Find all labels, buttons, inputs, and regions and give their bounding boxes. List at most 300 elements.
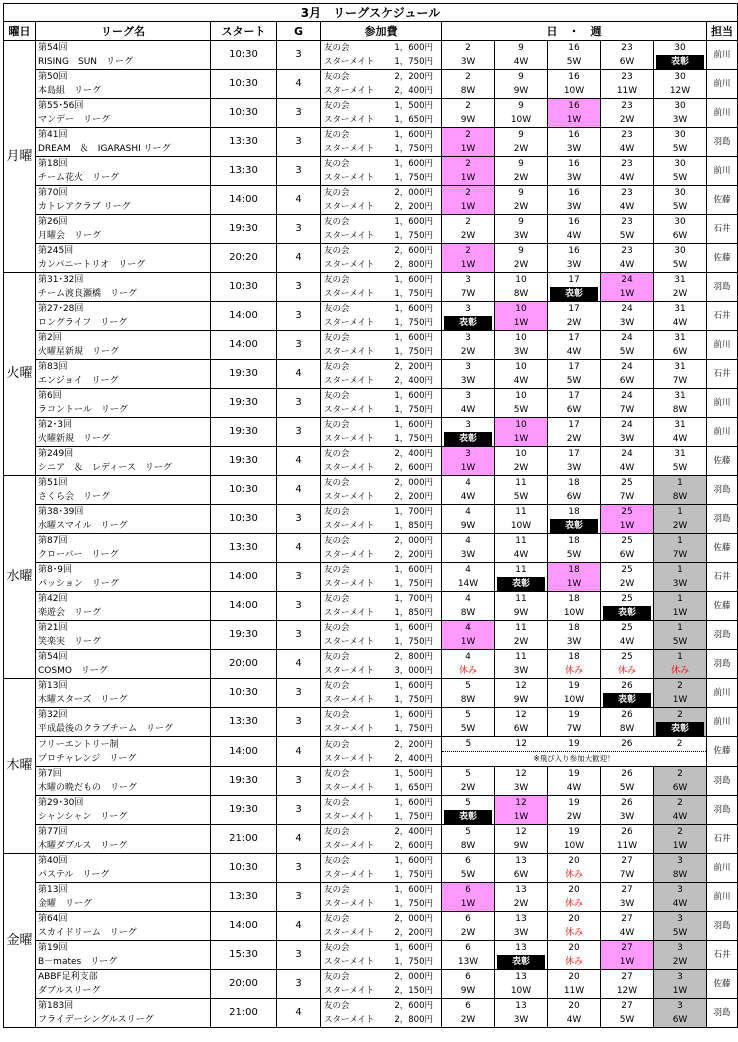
fee-amount: 1，600円	[394, 159, 433, 169]
week-value: 4W	[672, 899, 688, 909]
start-time: 13:30	[211, 708, 277, 737]
week-cell	[601, 476, 654, 505]
week-date: 20	[568, 914, 580, 924]
game-count: 3	[277, 796, 321, 825]
league-name-cell	[36, 534, 211, 563]
week-value: 4W	[619, 637, 635, 647]
fee-label: スターメイト	[324, 86, 375, 96]
fee-line	[324, 839, 441, 853]
week-value: 4W	[460, 492, 476, 502]
fee-label: スターメイト	[324, 289, 375, 299]
fee-label: スターメイト	[324, 434, 375, 444]
game-count: 4	[277, 70, 321, 99]
week-date: 25	[621, 507, 633, 517]
week-cell	[548, 505, 601, 534]
week-value: 7W	[566, 724, 582, 734]
week-cell	[548, 650, 601, 679]
week-cell	[442, 796, 495, 825]
week-cell	[601, 621, 654, 650]
week-date: 10	[515, 333, 527, 343]
fee-label: 友の会	[324, 623, 350, 633]
week-date: 26	[621, 739, 633, 749]
week-value: 12W	[669, 86, 691, 96]
week-value: 4W	[619, 463, 635, 473]
fee-line	[324, 592, 441, 606]
staff-name: 羽島	[707, 912, 738, 941]
award-badge: 表彰	[444, 432, 492, 446]
week-value: 9W	[513, 695, 529, 705]
week-cell	[495, 941, 548, 970]
week-value: 4W	[672, 318, 688, 328]
week-date: 26	[621, 681, 633, 691]
week-date: 18	[568, 478, 580, 488]
week-value: 4W	[619, 144, 635, 154]
fee-amount: 2，600円	[394, 246, 433, 256]
week-cell	[442, 708, 495, 737]
week-value: 1W	[619, 957, 635, 967]
week-value: 休み	[617, 666, 636, 676]
week-cell	[495, 621, 548, 650]
week-value: 7W	[619, 870, 635, 880]
fee-label: 友の会	[324, 565, 350, 575]
week-cell	[601, 302, 654, 331]
week-value: 3W	[566, 144, 582, 154]
week-cell	[601, 70, 654, 99]
week-cell	[601, 360, 654, 389]
week-date: 9	[518, 159, 524, 169]
league-name: シャンシャン リーグ	[38, 812, 128, 822]
week-value: 5W	[619, 347, 635, 357]
game-count: 4	[277, 737, 321, 767]
fee-label: 友の会	[324, 478, 350, 488]
day-label: 水曜	[4, 476, 36, 679]
week-value: 6W	[619, 550, 635, 560]
week-date: 24	[621, 362, 633, 372]
league-round: 第245回	[38, 246, 74, 256]
week-date: 18	[568, 652, 580, 662]
week-cell	[654, 302, 707, 331]
week-cell	[548, 70, 601, 99]
week-value: 2W	[619, 115, 635, 125]
league-name-cell	[36, 360, 211, 389]
week-cell	[495, 476, 548, 505]
game-count: 3	[277, 970, 321, 999]
fee-amount: 1，750円	[394, 870, 433, 880]
week-value: 5W	[619, 783, 635, 793]
week-value: 7W	[460, 289, 476, 299]
week-date: 18	[568, 623, 580, 633]
week-value: 8W	[619, 724, 635, 734]
fee-amount: 2，400円	[394, 376, 433, 386]
week-date: 10	[515, 420, 527, 430]
game-count: 3	[277, 99, 321, 128]
award-badge: 表彰	[656, 722, 704, 736]
week-value: 1W	[566, 579, 582, 589]
fee-line	[324, 113, 441, 127]
week-date: 17	[568, 362, 580, 372]
week-date: 23	[621, 43, 633, 53]
fee-amount: 1，750円	[394, 57, 433, 67]
game-count: 3	[277, 273, 321, 302]
week-cell	[601, 796, 654, 825]
week-value: 8W	[460, 841, 476, 851]
week-date: 12	[515, 827, 527, 837]
week-cell	[654, 825, 707, 854]
week-cell	[654, 941, 707, 970]
week-cell	[654, 70, 707, 99]
week-value: 2W	[566, 434, 582, 444]
fee-cell	[321, 592, 442, 621]
fee-line	[324, 171, 441, 185]
fee-amount: 1，750円	[394, 579, 433, 589]
fee-label: スターメイト	[324, 1015, 375, 1025]
week-value: 3W	[566, 463, 582, 473]
week-date: 11	[515, 594, 527, 604]
fee-cell	[321, 679, 442, 708]
league-round: 第41回	[38, 130, 68, 140]
week-date: 20	[568, 943, 580, 953]
fee-amount: 1，750円	[394, 173, 433, 183]
week-value: 3W	[513, 1015, 529, 1025]
fee-line	[324, 99, 441, 113]
league-name: COSMO リーグ	[38, 666, 108, 676]
week-cell	[442, 621, 495, 650]
week-value: 4W	[672, 434, 688, 444]
week-date: 31	[674, 275, 686, 285]
week-value: 10W	[510, 986, 532, 996]
fee-label: スターメイト	[324, 783, 375, 793]
award-badge: 表彰	[603, 693, 651, 707]
start-time: 19:30	[211, 621, 277, 650]
fee-amount: 1，850円	[394, 521, 433, 531]
fee-amount: 2，200円	[394, 362, 433, 372]
fee-line	[324, 926, 441, 940]
week-date: 4	[465, 565, 471, 575]
league-name: 本島組 リーグ	[38, 86, 102, 96]
week-value: 5W	[672, 202, 688, 212]
league-row	[4, 215, 738, 244]
week-value: 1W	[513, 318, 529, 328]
week-date: 23	[621, 246, 633, 256]
week-value: 4W	[619, 260, 635, 270]
week-cell	[654, 534, 707, 563]
fee-amount: 2，400円	[394, 449, 433, 459]
week-cell	[495, 273, 548, 302]
start-time: 10:30	[211, 679, 277, 708]
fee-amount: 1，500円	[394, 769, 433, 779]
fee-cell	[321, 244, 442, 273]
start-time: 10:30	[211, 476, 277, 505]
week-date: 3	[677, 1001, 683, 1011]
week-date: 16	[568, 101, 580, 111]
week-date: 13	[515, 972, 527, 982]
league-name-cell	[36, 215, 211, 244]
week-value: 6W	[513, 724, 529, 734]
league-name: 楽遊会 リーグ	[38, 608, 102, 618]
fee-amount: 2，000円	[394, 188, 433, 198]
week-value: 1W	[619, 521, 635, 531]
staff-name: 羽島	[707, 999, 738, 1028]
fee-amount: 1，600円	[394, 710, 433, 720]
fee-amount: 1，750円	[394, 434, 433, 444]
league-row	[4, 854, 738, 883]
start-time: 13:30	[211, 128, 277, 157]
week-value: 5W	[672, 637, 688, 647]
week-value: 休み	[564, 928, 583, 938]
week-cell	[654, 41, 707, 70]
fee-amount: 1，600円	[394, 943, 433, 953]
league-name: フライデーシングルスリーグ	[38, 1015, 154, 1025]
week-cell	[654, 650, 707, 679]
league-round: 第18回	[38, 159, 68, 169]
league-row	[4, 999, 738, 1028]
game-count: 3	[277, 941, 321, 970]
staff-name: 前川	[707, 854, 738, 883]
fee-label: 友の会	[324, 856, 350, 866]
league-name: 火曜新規 リーグ	[38, 434, 111, 444]
league-name: 木曜の晩だもの リーグ	[38, 783, 138, 793]
fee-line	[324, 360, 441, 374]
fee-label: スターメイト	[324, 550, 375, 560]
fee-amount: 1，600円	[394, 275, 433, 285]
week-value: 3W	[513, 783, 529, 793]
week-value: 5W	[513, 405, 529, 415]
fee-line	[324, 999, 441, 1013]
fee-line	[324, 708, 441, 722]
week-cell	[548, 476, 601, 505]
week-date: 1	[677, 623, 683, 633]
week-cell	[548, 273, 601, 302]
week-date: 25	[621, 652, 633, 662]
week-cell	[601, 999, 654, 1028]
week-value: 10W	[510, 115, 532, 125]
week-date: 19	[568, 739, 580, 749]
week-date: 11	[515, 565, 527, 575]
week-value: 5W	[619, 231, 635, 241]
week-cell	[495, 157, 548, 186]
fee-line	[324, 505, 441, 519]
start-time: 14:00	[211, 186, 277, 215]
league-name-cell	[36, 331, 211, 360]
fee-amount: 1，650円	[394, 783, 433, 793]
week-date: 27	[621, 856, 633, 866]
week-date: 3	[465, 275, 471, 285]
week-cell	[442, 99, 495, 128]
week-date: 25	[621, 623, 633, 633]
week-value: 4W	[566, 1015, 582, 1025]
week-date: 12	[515, 769, 527, 779]
fee-label: 友の会	[324, 246, 350, 256]
week-value: 4W	[619, 202, 635, 212]
fee-line	[324, 461, 441, 475]
week-date: 27	[621, 943, 633, 953]
week-value: 2W	[460, 347, 476, 357]
start-time: 10:30	[211, 273, 277, 302]
week-cell	[495, 999, 548, 1028]
week-cell	[548, 447, 601, 476]
fee-label: スターメイト	[324, 405, 375, 415]
week-value: 1W	[460, 899, 476, 909]
staff-name: 羽島	[707, 796, 738, 825]
week-value: 10W	[563, 841, 585, 851]
league-round: 第8･9回	[38, 565, 72, 575]
week-cell	[601, 157, 654, 186]
fee-line	[324, 563, 441, 577]
week-value: 5W	[672, 144, 688, 154]
week-cell	[495, 70, 548, 99]
week-date: 23	[621, 72, 633, 82]
league-row	[4, 621, 738, 650]
week-date: 3	[677, 914, 683, 924]
week-date: 20	[568, 972, 580, 982]
league-name-cell	[36, 679, 211, 708]
week-value: 3W	[566, 260, 582, 270]
week-date: 5	[465, 798, 471, 808]
league-name: ダブルスリーグ	[38, 986, 101, 996]
staff-name: 前川	[707, 157, 738, 186]
week-date: 12	[515, 710, 527, 720]
staff-name: 石井	[707, 563, 738, 592]
week-cell	[442, 999, 495, 1028]
fee-line	[324, 157, 441, 171]
league-name-cell	[36, 70, 211, 99]
week-date: 16	[568, 43, 580, 53]
game-count: 3	[277, 157, 321, 186]
league-round: 第83回	[38, 362, 68, 372]
fee-line	[324, 389, 441, 403]
fee-label: スターメイト	[324, 115, 375, 125]
fee-label: スターメイト	[324, 202, 375, 212]
start-time: 21:00	[211, 825, 277, 854]
fee-label: スターメイト	[324, 899, 375, 909]
fee-amount: 2，200円	[394, 72, 433, 82]
fee-cell	[321, 157, 442, 186]
week-value: 2W	[672, 521, 688, 531]
week-value: 3W	[619, 899, 635, 909]
league-row	[4, 679, 738, 708]
award-badge: 表彰	[497, 955, 545, 969]
week-value: 3W	[566, 173, 582, 183]
week-cell	[442, 476, 495, 505]
staff-name: 羽島	[707, 128, 738, 157]
fee-line	[324, 215, 441, 229]
league-name: 火曜星新規 リーグ	[38, 347, 120, 357]
league-row	[4, 912, 738, 941]
week-value: 3W	[672, 579, 688, 589]
league-name-cell	[36, 796, 211, 825]
fee-label: 友の会	[324, 827, 350, 837]
fee-label: スターメイト	[324, 144, 375, 154]
fee-amount: 3，000円	[394, 666, 433, 676]
week-date: 9	[518, 188, 524, 198]
league-name: B－mates リーグ	[38, 957, 118, 967]
fee-line	[324, 883, 441, 897]
fee-amount: 2，000円	[394, 972, 433, 982]
week-date: 5	[465, 827, 471, 837]
week-cell	[548, 128, 601, 157]
league-row	[4, 157, 738, 186]
week-date: 13	[515, 856, 527, 866]
fee-amount: 2，600円	[394, 1001, 433, 1011]
week-cell	[601, 389, 654, 418]
week-cell	[442, 679, 495, 708]
award-badge: 表彰	[444, 810, 492, 824]
league-name-cell	[36, 708, 211, 737]
fee-cell	[321, 186, 442, 215]
fee-line	[324, 693, 441, 707]
fee-line	[324, 244, 441, 258]
week-date: 2	[465, 130, 471, 140]
fee-amount: 2，000円	[394, 914, 433, 924]
fee-line	[324, 912, 441, 926]
fee-amount: 2，200円	[394, 550, 433, 560]
fee-cell	[321, 505, 442, 534]
fee-cell	[321, 331, 442, 360]
game-count: 3	[277, 331, 321, 360]
week-cell	[442, 505, 495, 534]
week-cell	[495, 360, 548, 389]
week-value: 6W	[566, 405, 582, 415]
week-value: 7W	[672, 550, 688, 560]
league-name: ロングライフ リーグ	[38, 318, 128, 328]
league-round: 第2･3回	[38, 420, 72, 430]
week-cell	[601, 505, 654, 534]
fee-cell	[321, 273, 442, 302]
week-cell	[495, 767, 548, 796]
week-value: 11W	[616, 841, 638, 851]
week-cell	[654, 128, 707, 157]
staff-name: 佐藤	[707, 592, 738, 621]
week-cell	[601, 650, 654, 679]
staff-name: 石井	[707, 360, 738, 389]
week-date: 24	[621, 304, 633, 314]
week-cell	[548, 418, 601, 447]
week-date: 3	[465, 333, 471, 343]
week-value: 6W	[672, 783, 688, 793]
week-cell	[654, 912, 707, 941]
league-row	[4, 708, 738, 737]
week-date: 1	[677, 652, 683, 662]
week-value: 2W	[513, 637, 529, 647]
fee-cell	[321, 215, 442, 244]
fee-line	[324, 752, 441, 766]
league-schedule-table	[3, 3, 738, 1028]
week-cell	[654, 767, 707, 796]
week-value: 5W	[672, 173, 688, 183]
week-value: 8W	[672, 870, 688, 880]
fee-amount: 2，200円	[394, 739, 433, 750]
week-date: 9	[518, 217, 524, 227]
league-name: 金曜 リーグ	[38, 899, 93, 909]
week-cell	[654, 244, 707, 273]
fee-label: 友の会	[324, 710, 350, 720]
fee-label: 友の会	[324, 362, 350, 372]
league-round: 第51回	[38, 478, 68, 488]
week-date: 16	[568, 246, 580, 256]
league-row	[4, 186, 738, 215]
week-cell	[601, 99, 654, 128]
week-value: 3W	[672, 115, 688, 125]
league-name: マンデー リーグ	[38, 115, 111, 125]
fee-line	[324, 490, 441, 504]
week-value: 1W	[460, 173, 476, 183]
week-cell	[442, 563, 495, 592]
week-date: 23	[621, 217, 633, 227]
fee-line	[324, 331, 441, 345]
fee-line	[324, 941, 441, 955]
week-date: 5	[465, 769, 471, 779]
fee-cell	[321, 389, 442, 418]
